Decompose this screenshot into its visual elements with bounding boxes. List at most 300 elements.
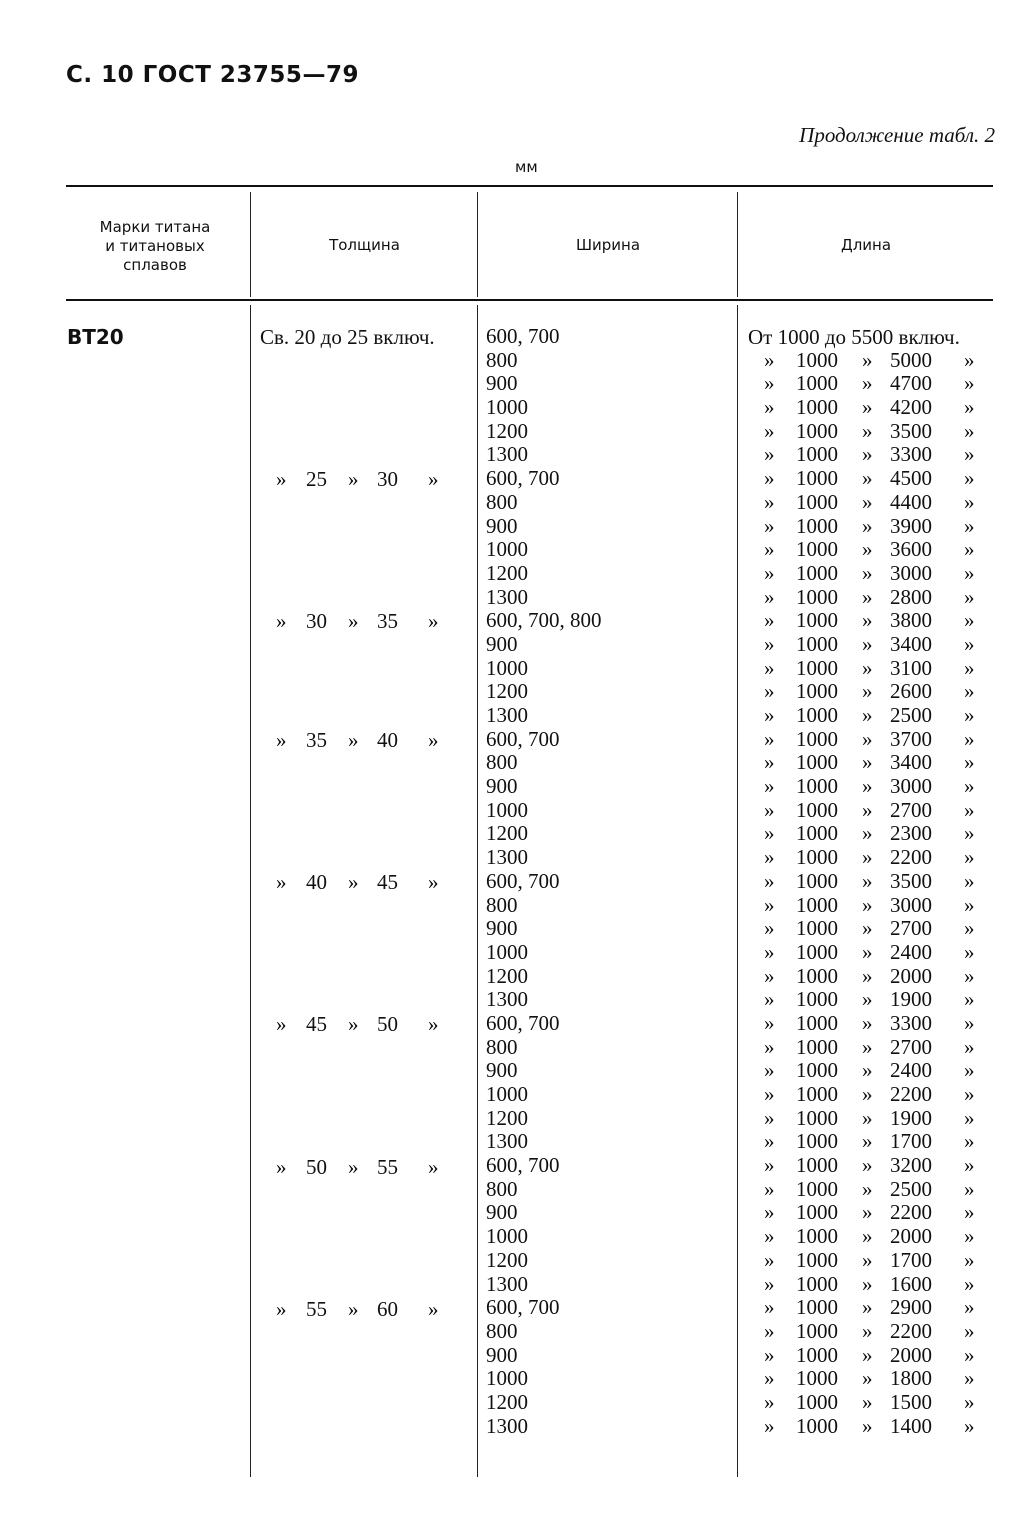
length-range-first: От 1000 до 5500 включ. bbox=[748, 325, 960, 349]
ditto-mark: » bbox=[764, 1271, 775, 1296]
ditto-mark: » bbox=[764, 750, 775, 775]
thickness-range bbox=[276, 1012, 446, 1036]
width-value: 1300 bbox=[486, 1271, 528, 1296]
thickness-range bbox=[276, 467, 446, 491]
length-from: 1000 bbox=[796, 963, 838, 988]
ditto-mark: » bbox=[862, 1224, 873, 1249]
thickness-from: 25 bbox=[306, 467, 327, 492]
ditto-mark: » bbox=[276, 1296, 287, 1321]
length-from: 1000 bbox=[796, 916, 838, 941]
ditto-mark: » bbox=[964, 916, 975, 941]
width-value: 1200 bbox=[486, 1247, 528, 1272]
ditto-mark: » bbox=[862, 631, 873, 656]
width-value: 800 bbox=[486, 489, 518, 514]
ditto-mark: » bbox=[964, 1247, 975, 1272]
ditto-mark: » bbox=[764, 821, 775, 846]
length-range bbox=[760, 704, 985, 728]
length-to: 3100 bbox=[890, 655, 932, 680]
ditto-mark: » bbox=[764, 987, 775, 1012]
ditto-mark: » bbox=[764, 1010, 775, 1035]
length-from: 1000 bbox=[796, 1318, 838, 1343]
width-value: 1300 bbox=[486, 1413, 528, 1438]
width-value: 600, 700 bbox=[486, 466, 560, 491]
width-value: 800 bbox=[486, 892, 518, 917]
ditto-mark: » bbox=[964, 939, 975, 964]
length-range bbox=[760, 491, 985, 515]
thickness-range bbox=[276, 609, 446, 633]
length-from: 1000 bbox=[796, 845, 838, 870]
ditto-mark: » bbox=[764, 774, 775, 799]
ditto-mark: » bbox=[764, 1200, 775, 1225]
length-to: 2200 bbox=[890, 1200, 932, 1225]
ditto-mark: » bbox=[764, 726, 775, 751]
width-value: 1300 bbox=[486, 703, 528, 727]
width-value: 1000 bbox=[486, 1366, 528, 1391]
unit-label: мм bbox=[515, 158, 538, 176]
ditto-mark: » bbox=[764, 1318, 775, 1343]
ditto-mark: » bbox=[764, 1366, 775, 1391]
width-value: 1300 bbox=[486, 1129, 528, 1154]
ditto-mark: » bbox=[764, 1034, 775, 1059]
thickness-from: 30 bbox=[306, 609, 327, 634]
ditto-mark: » bbox=[348, 870, 359, 895]
length-to: 1900 bbox=[890, 987, 932, 1012]
ditto-mark: » bbox=[964, 395, 975, 420]
length-to: 3300 bbox=[890, 1010, 932, 1035]
length-from: 1000 bbox=[796, 892, 838, 917]
length-to: 3600 bbox=[890, 537, 932, 562]
width-value: 1300 bbox=[486, 845, 528, 870]
ditto-mark: » bbox=[862, 916, 873, 941]
ditto-mark: » bbox=[964, 442, 975, 467]
length-from: 1000 bbox=[796, 631, 838, 656]
ditto-mark: » bbox=[964, 892, 975, 917]
width-value: 600, 700 bbox=[486, 324, 560, 348]
length-to: 3000 bbox=[890, 774, 932, 799]
thickness-range bbox=[276, 728, 446, 752]
ditto-mark: » bbox=[964, 1200, 975, 1225]
table-top-rule bbox=[66, 185, 993, 187]
ditto-mark: » bbox=[964, 1342, 975, 1367]
length-from: 1000 bbox=[796, 797, 838, 822]
ditto-mark: » bbox=[428, 1154, 439, 1179]
width-value: 1200 bbox=[486, 1105, 528, 1130]
ditto-mark: » bbox=[764, 1295, 775, 1320]
ditto-mark: » bbox=[862, 1153, 873, 1178]
length-range bbox=[760, 1225, 985, 1249]
length-to: 3900 bbox=[890, 513, 932, 538]
ditto-mark: » bbox=[862, 1082, 873, 1106]
ditto-mark: » bbox=[764, 916, 775, 941]
length-range bbox=[760, 420, 985, 444]
length-range bbox=[760, 372, 985, 396]
length-to: 2700 bbox=[890, 916, 932, 941]
width-value: 1000 bbox=[486, 537, 528, 562]
ditto-mark: » bbox=[964, 1129, 975, 1154]
thickness-to: 45 bbox=[377, 870, 398, 895]
length-range bbox=[760, 562, 985, 586]
ditto-mark: » bbox=[964, 347, 975, 372]
ditto-mark: » bbox=[276, 609, 287, 634]
ditto-mark: » bbox=[964, 1153, 975, 1178]
ditto-mark: » bbox=[862, 489, 873, 514]
width-value: 900 bbox=[486, 774, 518, 799]
ditto-mark: » bbox=[348, 609, 359, 634]
ditto-mark: » bbox=[862, 513, 873, 538]
length-from: 1000 bbox=[796, 1342, 838, 1367]
length-range bbox=[760, 1391, 985, 1415]
ditto-mark: » bbox=[428, 609, 439, 634]
length-range bbox=[760, 1130, 985, 1154]
ditto-mark: » bbox=[764, 608, 775, 633]
length-to: 1500 bbox=[890, 1389, 932, 1414]
length-from: 1000 bbox=[796, 655, 838, 680]
length-from: 1000 bbox=[796, 1034, 838, 1059]
ditto-mark: » bbox=[964, 466, 975, 491]
length-range bbox=[760, 515, 985, 539]
ditto-mark: » bbox=[964, 1082, 975, 1106]
ditto-mark: » bbox=[964, 750, 975, 775]
ditto-mark: » bbox=[764, 963, 775, 988]
length-to: 4700 bbox=[890, 371, 932, 396]
length-range bbox=[760, 894, 985, 918]
ditto-mark: » bbox=[764, 466, 775, 491]
ditto-mark: » bbox=[964, 821, 975, 846]
ditto-mark: » bbox=[964, 608, 975, 633]
length-range bbox=[760, 1012, 985, 1036]
length-to: 3000 bbox=[890, 892, 932, 917]
ditto-mark: » bbox=[862, 892, 873, 917]
width-value: 1200 bbox=[486, 560, 528, 585]
length-from: 1000 bbox=[796, 679, 838, 704]
length-range bbox=[760, 1249, 985, 1273]
length-from: 1000 bbox=[796, 489, 838, 514]
ditto-mark: » bbox=[964, 1105, 975, 1130]
ditto-mark: » bbox=[964, 1295, 975, 1320]
ditto-mark: » bbox=[764, 631, 775, 656]
ditto-mark: » bbox=[862, 939, 873, 964]
width-value: 600, 700 bbox=[486, 1010, 560, 1035]
ditto-mark: » bbox=[348, 727, 359, 752]
column-header-thickness: Толщина bbox=[329, 236, 400, 254]
width-value: 1200 bbox=[486, 679, 528, 704]
length-range bbox=[760, 396, 985, 420]
ditto-mark: » bbox=[764, 1224, 775, 1249]
ditto-mark: » bbox=[964, 560, 975, 585]
length-range bbox=[760, 751, 985, 775]
ditto-mark: » bbox=[964, 1271, 975, 1296]
width-value: 900 bbox=[486, 1342, 518, 1367]
ditto-mark: » bbox=[764, 371, 775, 396]
ditto-mark: » bbox=[428, 1296, 439, 1321]
ditto-mark: » bbox=[764, 584, 775, 609]
length-to: 2200 bbox=[890, 1082, 932, 1106]
width-value: 900 bbox=[486, 916, 518, 941]
ditto-mark: » bbox=[862, 1176, 873, 1201]
table-continuation-label: Продолжение табл. 2 bbox=[799, 123, 995, 147]
ditto-mark: » bbox=[764, 513, 775, 538]
length-range bbox=[760, 1059, 985, 1083]
length-column bbox=[760, 349, 985, 1439]
ditto-mark: » bbox=[964, 774, 975, 799]
length-range bbox=[760, 609, 985, 633]
length-from: 1000 bbox=[796, 513, 838, 538]
length-range bbox=[760, 467, 985, 491]
ditto-mark: » bbox=[348, 1154, 359, 1179]
length-from: 1000 bbox=[796, 347, 838, 372]
ditto-mark: » bbox=[862, 1271, 873, 1296]
thickness-to: 60 bbox=[377, 1296, 398, 1321]
length-from: 1000 bbox=[796, 1295, 838, 1320]
ditto-mark: » bbox=[862, 1342, 873, 1367]
length-from: 1000 bbox=[796, 1176, 838, 1201]
width-value: 900 bbox=[486, 1058, 518, 1083]
length-to: 2200 bbox=[890, 845, 932, 870]
length-from: 1000 bbox=[796, 750, 838, 775]
ditto-mark: » bbox=[964, 703, 975, 727]
width-value: 900 bbox=[486, 371, 518, 396]
width-value: 1200 bbox=[486, 821, 528, 846]
ditto-mark: » bbox=[964, 489, 975, 514]
ditto-mark: » bbox=[964, 845, 975, 870]
ditto-mark: » bbox=[764, 347, 775, 372]
ditto-mark: » bbox=[862, 395, 873, 420]
width-value: 600, 700 bbox=[486, 726, 560, 751]
ditto-mark: » bbox=[764, 1413, 775, 1438]
length-to: 4500 bbox=[890, 466, 932, 491]
length-range bbox=[760, 846, 985, 870]
ditto-mark: » bbox=[964, 1318, 975, 1343]
ditto-mark: » bbox=[428, 467, 439, 492]
length-from: 1000 bbox=[796, 395, 838, 420]
ditto-mark: » bbox=[862, 1366, 873, 1391]
ditto-mark: » bbox=[964, 1058, 975, 1083]
width-value: 800 bbox=[486, 750, 518, 775]
ditto-mark: » bbox=[964, 797, 975, 822]
ditto-mark: » bbox=[764, 560, 775, 585]
ditto-mark: » bbox=[764, 1105, 775, 1130]
length-from: 1000 bbox=[796, 1413, 838, 1438]
width-value: 1000 bbox=[486, 395, 528, 420]
width-value: 1300 bbox=[486, 584, 528, 609]
length-from: 1000 bbox=[796, 1200, 838, 1225]
length-to: 3700 bbox=[890, 726, 932, 751]
ditto-mark: » bbox=[964, 1389, 975, 1414]
ditto-mark: » bbox=[964, 655, 975, 680]
ditto-mark: » bbox=[764, 418, 775, 443]
length-to: 1800 bbox=[890, 1366, 932, 1391]
ditto-mark: » bbox=[764, 489, 775, 514]
width-value: 1000 bbox=[486, 1082, 528, 1106]
ditto-mark: » bbox=[862, 1247, 873, 1272]
ditto-mark: » bbox=[348, 1012, 359, 1037]
column-header-length: Длина bbox=[840, 236, 892, 254]
width-value: 900 bbox=[486, 1200, 518, 1225]
ditto-mark: » bbox=[862, 584, 873, 609]
length-to: 1400 bbox=[890, 1413, 932, 1438]
length-range bbox=[760, 1415, 985, 1439]
length-to: 3000 bbox=[890, 560, 932, 585]
column-divider bbox=[737, 192, 738, 297]
ditto-mark: » bbox=[276, 467, 287, 492]
ditto-mark: » bbox=[964, 418, 975, 443]
ditto-mark: » bbox=[862, 347, 873, 372]
width-value: 1000 bbox=[486, 655, 528, 680]
width-value: 600, 700, 800 bbox=[486, 608, 602, 633]
width-value: 1300 bbox=[486, 987, 528, 1012]
length-range bbox=[760, 586, 985, 610]
length-from: 1000 bbox=[796, 703, 838, 727]
length-from: 1000 bbox=[796, 939, 838, 964]
ditto-mark: » bbox=[964, 1010, 975, 1035]
length-from: 1000 bbox=[796, 1366, 838, 1391]
thickness-from: 40 bbox=[306, 870, 327, 895]
length-to: 1700 bbox=[890, 1129, 932, 1154]
ditto-mark: » bbox=[764, 892, 775, 917]
length-to: 2500 bbox=[890, 703, 932, 727]
length-range bbox=[760, 443, 985, 467]
length-from: 1000 bbox=[796, 868, 838, 893]
length-from: 1000 bbox=[796, 466, 838, 491]
length-range bbox=[760, 965, 985, 989]
ditto-mark: » bbox=[862, 537, 873, 562]
page-header: С. 10 ГОСТ 23755—79 bbox=[66, 62, 359, 88]
length-from: 1000 bbox=[796, 1129, 838, 1154]
thickness-from: 45 bbox=[306, 1012, 327, 1037]
length-from: 1000 bbox=[796, 1271, 838, 1296]
thickness-from: 35 bbox=[306, 727, 327, 752]
length-from: 1000 bbox=[796, 1082, 838, 1106]
length-to: 1600 bbox=[890, 1271, 932, 1296]
ditto-mark: » bbox=[964, 1034, 975, 1059]
ditto-mark: » bbox=[862, 845, 873, 870]
length-to: 3200 bbox=[890, 1153, 932, 1178]
ditto-mark: » bbox=[862, 1010, 873, 1035]
length-range bbox=[760, 917, 985, 941]
length-to: 2800 bbox=[890, 584, 932, 609]
thickness-to: 35 bbox=[377, 609, 398, 634]
ditto-mark: » bbox=[276, 1154, 287, 1179]
length-range bbox=[760, 988, 985, 1012]
ditto-mark: » bbox=[764, 845, 775, 870]
ditto-mark: » bbox=[964, 1224, 975, 1249]
ditto-mark: » bbox=[276, 870, 287, 895]
length-to: 2700 bbox=[890, 797, 932, 822]
length-to: 2500 bbox=[890, 1176, 932, 1201]
length-range bbox=[760, 775, 985, 799]
ditto-mark: » bbox=[764, 442, 775, 467]
ditto-mark: » bbox=[428, 1012, 439, 1037]
ditto-mark: » bbox=[764, 1389, 775, 1414]
column-divider bbox=[250, 192, 251, 297]
ditto-mark: » bbox=[348, 467, 359, 492]
length-to: 2400 bbox=[890, 1058, 932, 1083]
length-to: 2700 bbox=[890, 1034, 932, 1059]
column-header-brand: Марки титана и титановых сплавов bbox=[99, 218, 211, 274]
length-from: 1000 bbox=[796, 1010, 838, 1035]
ditto-mark: » bbox=[862, 418, 873, 443]
length-range bbox=[760, 799, 985, 823]
column-divider bbox=[477, 192, 478, 297]
length-range bbox=[760, 538, 985, 562]
length-to: 3300 bbox=[890, 442, 932, 467]
ditto-mark: » bbox=[764, 679, 775, 704]
ditto-mark: » bbox=[764, 537, 775, 562]
ditto-mark: » bbox=[276, 1012, 287, 1037]
width-value: 600, 700 bbox=[486, 868, 560, 893]
length-to: 3400 bbox=[890, 750, 932, 775]
alloy-brand: ВТ20 bbox=[67, 325, 124, 349]
ditto-mark: » bbox=[862, 608, 873, 633]
ditto-mark: » bbox=[348, 1296, 359, 1321]
width-value: 600, 700 bbox=[486, 1295, 560, 1320]
length-from: 1000 bbox=[796, 774, 838, 799]
length-to: 2900 bbox=[890, 1295, 932, 1320]
length-range bbox=[760, 1178, 985, 1202]
ditto-mark: » bbox=[764, 1176, 775, 1201]
length-range bbox=[760, 1296, 985, 1320]
ditto-mark: » bbox=[862, 797, 873, 822]
ditto-mark: » bbox=[862, 726, 873, 751]
length-range bbox=[760, 1273, 985, 1297]
ditto-mark: » bbox=[764, 939, 775, 964]
thickness-to: 55 bbox=[377, 1154, 398, 1179]
ditto-mark: » bbox=[964, 513, 975, 538]
width-value: 1300 bbox=[486, 442, 528, 467]
length-to: 2000 bbox=[890, 1342, 932, 1367]
length-range bbox=[760, 1036, 985, 1060]
ditto-mark: » bbox=[862, 1058, 873, 1083]
thickness-from: 55 bbox=[306, 1296, 327, 1321]
ditto-mark: » bbox=[862, 987, 873, 1012]
ditto-mark: » bbox=[764, 1082, 775, 1106]
length-from: 1000 bbox=[796, 560, 838, 585]
thickness-range bbox=[276, 1297, 446, 1321]
length-range bbox=[760, 1201, 985, 1225]
ditto-mark: » bbox=[862, 560, 873, 585]
ditto-mark: » bbox=[964, 1176, 975, 1201]
length-to: 2300 bbox=[890, 821, 932, 846]
length-from: 1000 bbox=[796, 821, 838, 846]
length-to: 3500 bbox=[890, 868, 932, 893]
length-range bbox=[760, 1083, 985, 1107]
column-header-width: Ширина bbox=[575, 236, 641, 254]
length-to: 1700 bbox=[890, 1247, 932, 1272]
ditto-mark: » bbox=[862, 1034, 873, 1059]
ditto-mark: » bbox=[862, 963, 873, 988]
ditto-mark: » bbox=[862, 1318, 873, 1343]
ditto-mark: » bbox=[764, 395, 775, 420]
ditto-mark: » bbox=[764, 1058, 775, 1083]
width-value: 900 bbox=[486, 631, 518, 656]
ditto-mark: » bbox=[862, 1295, 873, 1320]
width-value: 800 bbox=[486, 1176, 518, 1201]
length-from: 1000 bbox=[796, 537, 838, 562]
length-from: 1000 bbox=[796, 442, 838, 467]
ditto-mark: » bbox=[964, 963, 975, 988]
ditto-mark: » bbox=[964, 726, 975, 751]
ditto-mark: » bbox=[764, 1153, 775, 1178]
width-value: 1200 bbox=[486, 963, 528, 988]
ditto-mark: » bbox=[862, 774, 873, 799]
ditto-mark: » bbox=[964, 1413, 975, 1438]
ditto-mark: » bbox=[428, 870, 439, 895]
length-to: 2400 bbox=[890, 939, 932, 964]
length-to: 2600 bbox=[890, 679, 932, 704]
width-value: 1200 bbox=[486, 1389, 528, 1414]
ditto-mark: » bbox=[764, 703, 775, 727]
ditto-mark: » bbox=[862, 655, 873, 680]
